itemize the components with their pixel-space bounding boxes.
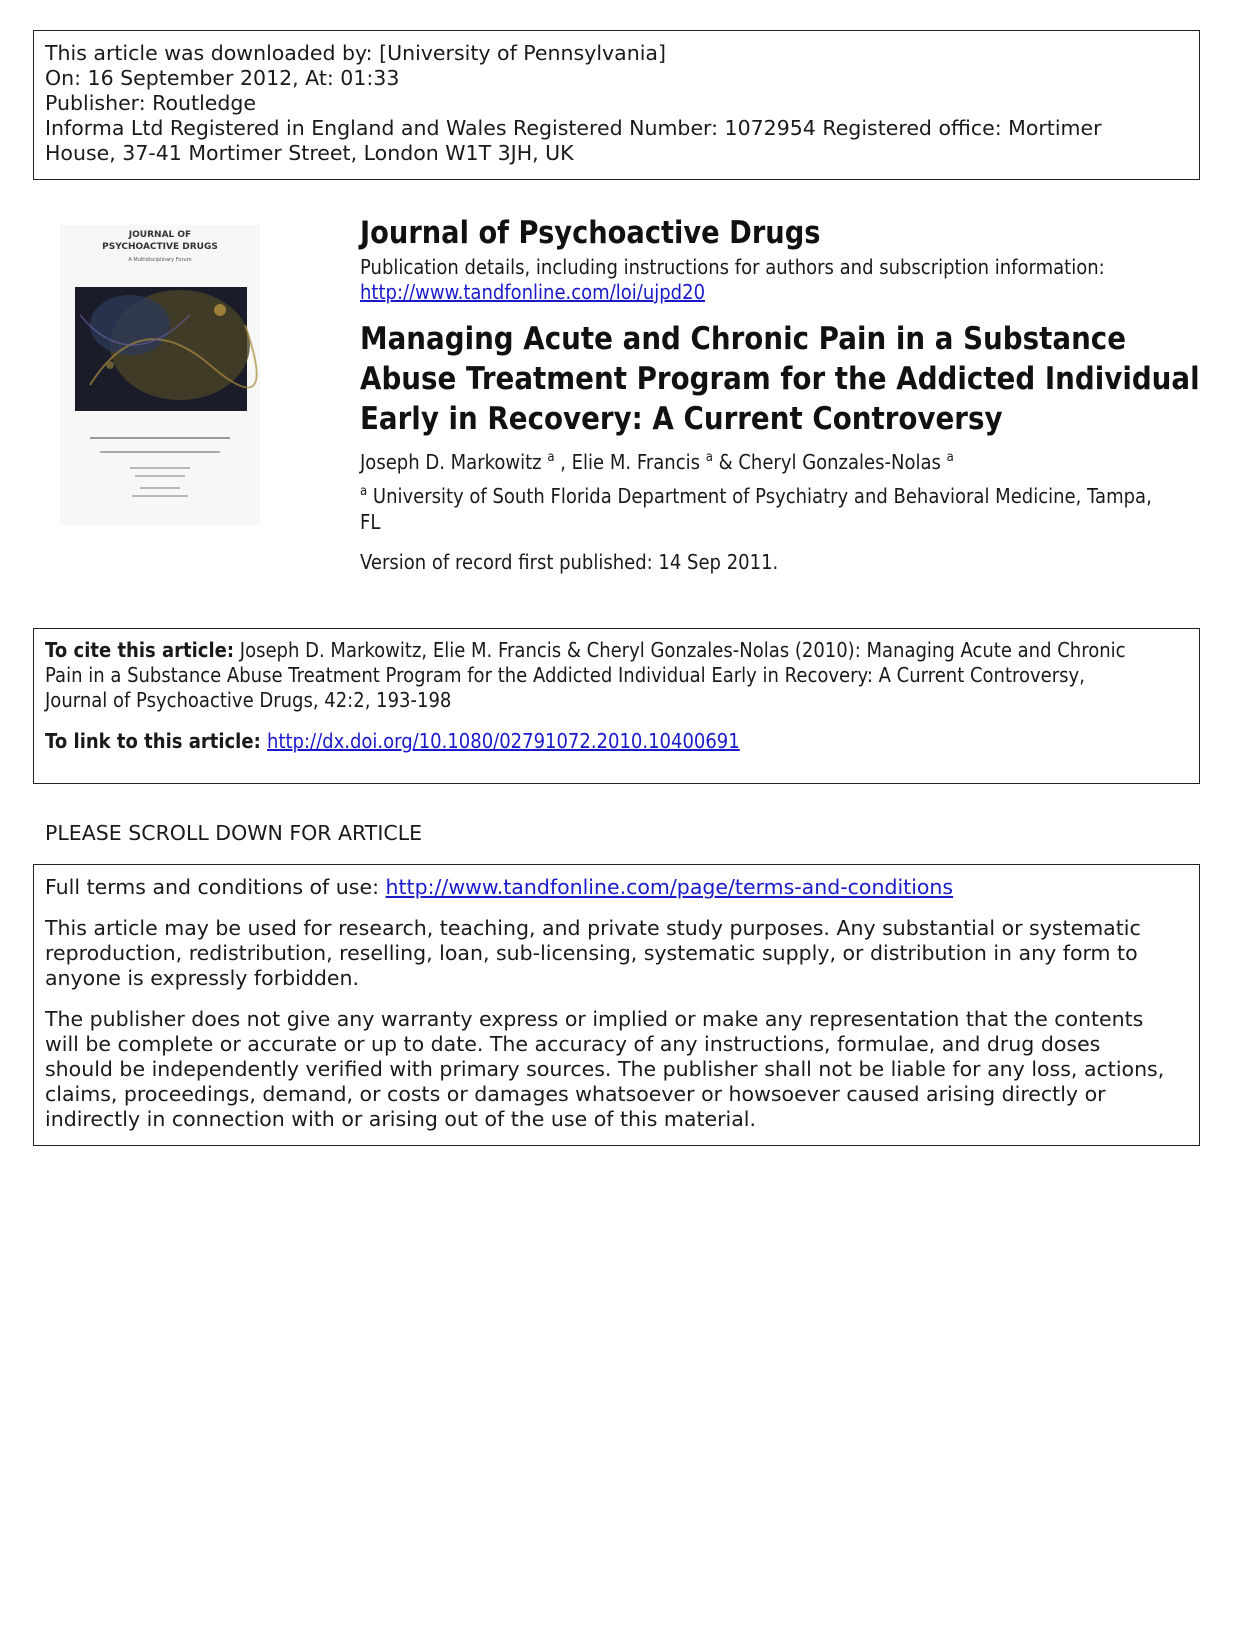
download-date-line: On: 16 September 2012, At: 01:33	[45, 66, 400, 90]
download-line: This article was downloaded by: [University of Pennsylvania]	[45, 41, 666, 65]
scroll-notice: PLEASE SCROLL DOWN FOR ARTICLE	[45, 821, 423, 845]
cite-label: To cite this article:	[45, 638, 235, 662]
article-title-line: Early in Recovery: A Current Controversy	[360, 401, 1003, 437]
disclaimer-paragraph	[45, 1007, 1188, 1132]
citation-box	[33, 628, 1200, 784]
affiliation-text: University of South Florida Department of Psychiatry and Behavioral Medicine, Tampa,	[367, 484, 1152, 508]
terms-label: Full terms and conditions of use:	[45, 875, 386, 899]
cover-title-line1: JOURNAL OF	[128, 230, 192, 240]
author-francis: , Elie M. Francis	[554, 450, 706, 474]
affiliation-marker: a	[705, 450, 713, 465]
cover-subtitle: A Multidisciplinary Forum	[128, 257, 192, 263]
affiliation-marker: a	[547, 450, 555, 465]
link-label: To link to this article:	[45, 729, 268, 753]
citation-text: Pain in a Substance Abuse Treatment Program for the Addicted Individual Early in Recovery: A Current Controversy,	[45, 663, 1085, 687]
version-of-record: Version of record first published: 14 Sep 2011.	[360, 550, 779, 574]
affiliation-marker: a	[946, 450, 954, 465]
disclaimer-line: will be complete or accurate or up to date. The accuracy of any instructions, formulae, and drug doses	[45, 1032, 1101, 1056]
doi-link[interactable]: http://dx.doi.org/10.1080/02791072.2010.10400691	[267, 729, 740, 753]
author-gonzales-nolas: & Cheryl Gonzales-Nolas	[712, 450, 947, 474]
journal-cover-image	[60, 225, 260, 525]
registration-line: Informa Ltd Registered in England and Wales Registered Number: 1072954 Registered office: Mortimer	[45, 116, 1102, 140]
usage-line: anyone is expressly forbidden.	[45, 966, 359, 990]
address-line: House, 37-41 Mortimer Street, London W1T 3JH, UK	[45, 141, 574, 165]
citation-text: Joseph D. Markowitz, Elie M. Francis & Cheryl Gonzales-Nolas (2010): Managing Acute and Chronic	[234, 638, 1126, 662]
terms-link[interactable]: http://www.tandfonline.com/page/terms-and-conditions	[385, 875, 954, 899]
journal-title: Journal of Psychoactive Drugs	[360, 215, 821, 251]
author-markowitz: Joseph D. Markowitz	[360, 450, 548, 474]
citation-text: Journal of Psychoactive Drugs, 42:2, 193-198	[45, 688, 452, 712]
article-title-line: Managing Acute and Chronic Pain in a Substance	[360, 321, 1127, 357]
usage-paragraph	[45, 916, 1188, 991]
article-title-line: Abuse Treatment Program for the Addicted Individual	[360, 361, 1200, 397]
article-title	[360, 319, 1200, 439]
affiliation-text-cont: FL	[360, 510, 381, 534]
download-notice-box	[33, 30, 1200, 180]
disclaimer-line: The publisher does not give any warranty express or implied or make any representation that the contents	[45, 1007, 1144, 1031]
terms-box	[33, 864, 1200, 1146]
publisher-line: Publisher: Routledge	[45, 91, 257, 115]
journal-link[interactable]: http://www.tandfonline.com/loi/ujpd20	[360, 280, 706, 304]
affiliation	[360, 479, 1152, 535]
publication-details: Publication details, including instructions for authors and subscription information:	[360, 255, 1105, 279]
article-header	[360, 213, 1200, 575]
authors	[360, 445, 1116, 475]
cover-artwork	[75, 287, 257, 411]
cover-title-line2: PSYCHOACTIVE DRUGS	[102, 242, 218, 252]
affiliation-marker: a	[360, 484, 368, 499]
usage-line: reproduction, redistribution, reselling, loan, sub-licensing, systematic supply, or distribution in any form to	[45, 941, 1138, 965]
disclaimer-line: should be independently verified with primary sources. The publisher shall not be liable for any loss, actions,	[45, 1057, 1165, 1081]
disclaimer-line: indirectly in connection with or arising out of the use of this material.	[45, 1107, 756, 1131]
disclaimer-line: claims, proceedings, demand, or costs or damages whatsoever or howsoever caused arising directly or	[45, 1082, 1106, 1106]
usage-line: This article may be used for research, teaching, and private study purposes. Any substantial or systematic	[45, 916, 1141, 940]
